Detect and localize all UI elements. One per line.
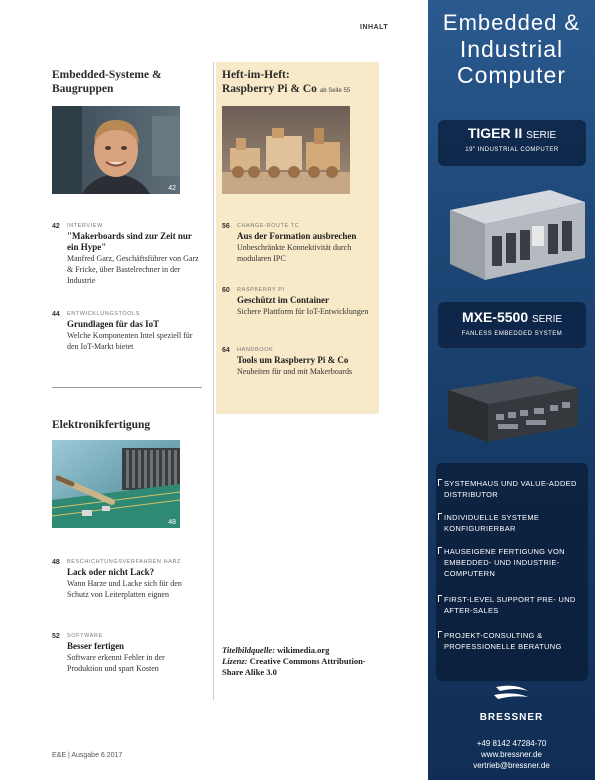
page-header-label: INHALT xyxy=(360,24,389,31)
entry-category: ENTWICKLUNGSTOOLS xyxy=(67,311,141,317)
entry-page-number: 42 xyxy=(52,223,60,230)
toc-entry[interactable] xyxy=(52,632,202,674)
contact-phone[interactable]: +49 8142 47284-70 xyxy=(476,739,547,748)
embedded-box-image xyxy=(442,362,584,450)
ad-headline-line1: Embedded & xyxy=(442,10,581,35)
credit-value-license: Creative Commons Attribution-Share Alike 3.0 xyxy=(222,656,366,677)
entry-page-number: 56 xyxy=(222,223,230,230)
entry-title: "Makerboards sind zur Zeit nur ein Hype" xyxy=(67,231,192,252)
photo-wooden-train[interactable] xyxy=(222,106,350,194)
entry-title: Aus der Formation ausbrechen xyxy=(237,231,357,241)
product-subtitle: 19" INDUSTRIAL COMPUTER xyxy=(465,147,559,153)
bressner-logo xyxy=(428,683,595,723)
photo-interview[interactable] xyxy=(52,106,180,194)
entry-description: Wann Harze und Lacke sich für den Schutz von Leiterplatten eignen xyxy=(67,579,182,599)
pcb-coating-image xyxy=(52,440,180,528)
entry-category: INTERVIEW xyxy=(67,223,103,229)
entry-category: CHANGE-ROUTE TC xyxy=(237,223,300,229)
credit-label-license: Lizenz: xyxy=(222,656,248,666)
bressner-logo-icon xyxy=(492,683,532,705)
entry-category: SOFTWARE xyxy=(67,633,103,639)
photo-page-number: 48 xyxy=(168,519,176,526)
toc-entry[interactable] xyxy=(52,222,202,286)
entry-description: Unbeschränkte Konnektivität durch modularen IPC xyxy=(237,243,352,263)
entry-page-number: 60 xyxy=(222,287,230,294)
feature-item: PROJEKT-CONSULTING & PROFESSIONELLE BERATUNG xyxy=(444,630,589,652)
entry-page-number: 64 xyxy=(222,347,230,354)
photo-page-number: 42 xyxy=(168,185,176,192)
credit-value-source: wikimedia.org xyxy=(277,645,330,655)
product-badge-tiger xyxy=(438,120,586,166)
toc-entry[interactable] xyxy=(52,310,202,352)
feature-item: SYSTEMHAUS UND VALUE-ADDED DISTRIBUTOR xyxy=(444,478,589,500)
entry-page-number: 44 xyxy=(52,311,60,318)
entry-description: Software erkennt Fehler in der Produktion und spart Kosten xyxy=(67,653,165,673)
section-subtitle: ab Seite 55 xyxy=(319,88,351,94)
product-series: SERIE xyxy=(526,130,557,141)
ad-headline-line3: Computer xyxy=(457,62,566,88)
section-title-elektronikfertigung: Elektronikfertigung xyxy=(52,419,151,431)
credit-label-source: Titelbildquelle: xyxy=(222,645,276,655)
entry-category: BESCHICHTUNGSVERFAHREN HARZ xyxy=(67,559,181,565)
entry-title: Lack oder nicht Lack? xyxy=(67,567,155,577)
advertisement-bressner[interactable] xyxy=(428,0,595,780)
entry-title: Besser fertigen xyxy=(67,641,125,651)
product-badge-mxe xyxy=(438,302,586,348)
entry-description: Sichere Plattform für IoT-Entwicklungen xyxy=(237,307,369,316)
brand-name: BRESSNER xyxy=(479,712,544,723)
entry-page-number: 52 xyxy=(52,633,60,640)
entry-description: Manfred Garz, Geschäftsführer von Garz & Fricke, über Bastelrechner in der Industrie xyxy=(67,254,199,285)
entry-title: Tools um Raspberry Pi & Co xyxy=(237,355,349,365)
feature-item: FIRST-LEVEL SUPPORT PRE- UND AFTER-SALES xyxy=(444,594,589,616)
entry-category: RASPBERRY PI xyxy=(237,287,285,293)
product-series: SERIE xyxy=(532,314,563,325)
product-name: MXE-5500 xyxy=(461,309,529,325)
ad-contact xyxy=(428,738,595,771)
toc-entry[interactable] xyxy=(52,558,202,600)
entry-description: Neuheiten für und mit Makerboards xyxy=(237,367,353,376)
server-rack-image xyxy=(440,180,588,290)
toc-entry[interactable] xyxy=(222,286,372,317)
entry-page-number: 48 xyxy=(52,559,60,566)
entry-title: Geschützt im Container xyxy=(237,295,329,305)
page-footer: E&E | Ausgabe 6.2017 xyxy=(52,752,123,759)
ad-headline-line2: Industrial xyxy=(459,36,564,62)
entry-category: HANDBOOK xyxy=(237,347,274,353)
feature-item: HAUSEIGENE FERTIGUNG VON EMBEDDED- UND INDUSTRIE-COMPUTERN xyxy=(444,546,589,579)
feature-item: INDIVIDUELLE SYSTEME KONFIGURIERBAR xyxy=(444,512,589,534)
section-title-line2: Raspberry Pi & Co xyxy=(222,83,317,95)
entry-title: Grundlagen für das IoT xyxy=(67,319,160,329)
section-title-line1: Heft-im-Heft: xyxy=(222,69,290,81)
section-title-heft-im-heft xyxy=(222,68,377,98)
contact-email[interactable]: vertrieb@bressner.de xyxy=(473,761,550,770)
column-divider xyxy=(213,62,214,700)
cover-image-credit xyxy=(222,645,382,678)
toc-entry[interactable] xyxy=(222,346,372,377)
section-title-embedded: Embedded-Systeme & Baugruppen xyxy=(52,69,162,95)
wooden-train-image xyxy=(222,106,350,194)
portrait-image xyxy=(52,106,180,194)
contact-website[interactable]: www.bressner.de xyxy=(481,750,542,759)
entry-description: Welche Komponenten Intel speziell für den IoT-Markt bietet xyxy=(67,331,193,351)
ad-headline xyxy=(428,10,595,88)
toc-entry[interactable] xyxy=(222,222,372,264)
photo-pcb[interactable] xyxy=(52,440,180,528)
product-name: TIGER II xyxy=(467,125,523,141)
product-subtitle: FANLESS EMBEDDED SYSTEM xyxy=(461,331,563,337)
section-divider xyxy=(52,387,202,388)
